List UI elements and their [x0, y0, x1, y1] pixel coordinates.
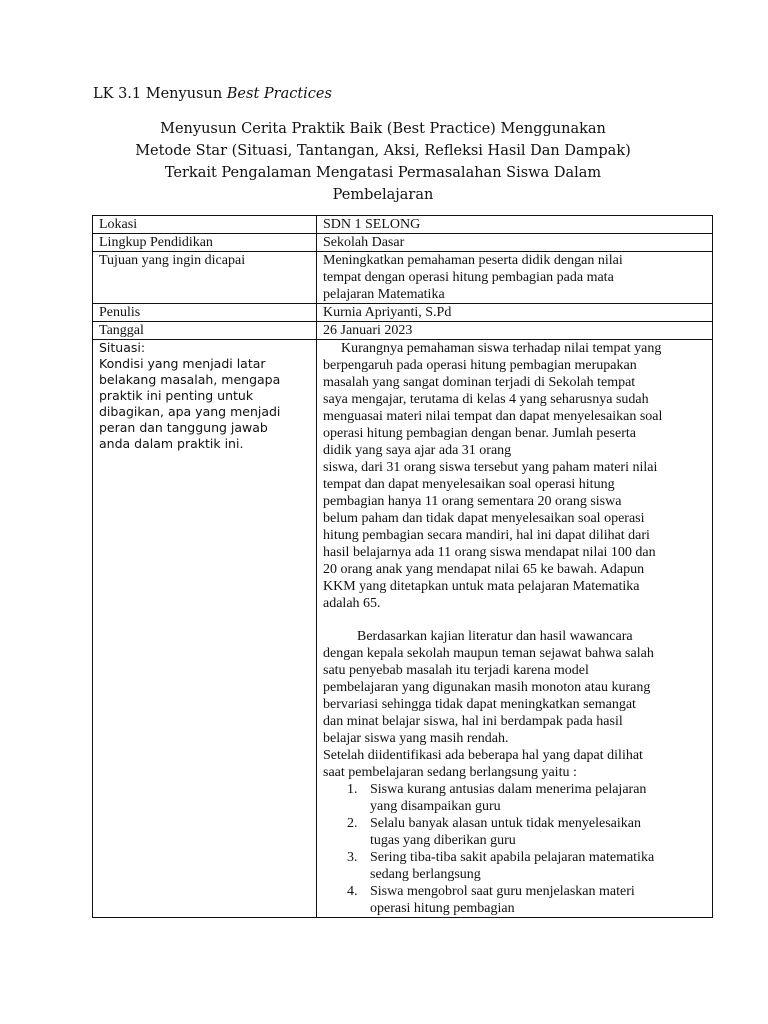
list-item-line: Siswa kurang antusias dalam menerima pelajaran [370, 782, 647, 797]
worksheet-heading-prefix: LK 3.1 Menyusun [93, 86, 227, 102]
list-item-line: Sering tiba-tiba sakit apabila pelajaran matematika [370, 850, 655, 865]
row-tujuan [93, 252, 713, 304]
row-lokasi [93, 216, 713, 234]
paragraph-line: belajar siswa yang masih rendah. [323, 731, 509, 746]
situasi-content [317, 340, 713, 918]
list-item-line: Selalu banyak alasan untuk tidak menyelesaikan [370, 816, 641, 831]
paragraph-line: satu penyebab masalah itu terjadi karena model [323, 663, 589, 678]
tujuan-line: tempat dengan operasi hitung pembagian pada mata [323, 270, 614, 285]
document-title [95, 118, 671, 206]
paragraph-line: dengan kepala sekolah maupun teman sejawat bahwa salah [323, 646, 654, 661]
list-item-line: operasi hitung pembagian [370, 901, 515, 916]
paragraph-spacer [323, 612, 706, 628]
worksheet-heading [93, 86, 332, 102]
paragraph-line: operasi hitung pembagian dengan benar. Jumlah peserta [323, 426, 636, 441]
title-line: Metode Star (Situasi, Tantangan, Aksi, Refleksi Hasil Dan Dampak) [135, 143, 631, 159]
tujuan-line: Meningkatkan pemahaman peserta didik dengan nilai [323, 253, 623, 268]
lokasi-label: Lokasi [93, 216, 317, 234]
paragraph-line: masalah yang sangat dominan terjadi di Sekolah tempat [323, 375, 636, 390]
worksheet-heading-emphasis: Best Practices [226, 86, 332, 102]
lokasi-value: SDN 1 SELONG [317, 216, 713, 234]
list-item-line: Siswa mengobrol saat guru menjelaskan materi [370, 884, 635, 899]
lingkup-label: Lingkup Pendidikan [93, 234, 317, 252]
paragraph-line: Kurangnya pemahaman siswa terhadap nilai tempat yang [341, 341, 662, 356]
paragraph-line: belum paham dan tidak dapat menyelesaikan soal operasi [323, 511, 645, 526]
list-item-number: 1. [347, 782, 358, 797]
paragraph-line: saya mengajar, terutama di kelas 4 yang seharusnya sudah [323, 392, 649, 407]
best-practice-table [92, 215, 713, 918]
paragraph-line: saat pembelajaran sedang berlangsung yaitu : [323, 765, 577, 780]
tujuan-line: pelajaran Matematika [323, 287, 445, 302]
paragraph-line: berpengaruh pada operasi hitung pembagian merupakan [323, 358, 637, 373]
paragraph-line: pembagian hanya 11 orang sementara 20 orang siswa [323, 494, 622, 509]
problem-list [323, 781, 706, 917]
paragraph-line: adalah 65. [323, 596, 381, 611]
penulis-value: Kurnia Apriyanti, S.Pd [317, 304, 713, 322]
paragraph-line: bervariasi sehingga tidak dapat meningkatkan semangat [323, 697, 636, 712]
paragraph-line: Berdasarkan kajian literatur dan hasil wawancara [357, 629, 633, 644]
row-lingkup [93, 234, 713, 252]
list-item-number: 4. [347, 884, 358, 899]
tujuan-label: Tujuan yang ingin dicapai [93, 252, 317, 304]
list-item-number: 2. [347, 816, 358, 831]
list-item [323, 883, 706, 917]
situasi-description-line: dibagikan, apa yang menjadi [99, 404, 281, 419]
list-item [323, 781, 706, 815]
list-item-line: tugas yang diberikan guru [370, 833, 516, 848]
title-line: Terkait Pengalaman Mengatasi Permasalahan Siswa Dalam [164, 165, 602, 181]
situasi-description [99, 356, 310, 452]
row-situasi [93, 340, 713, 918]
situasi-description-line: belakang masalah, mengapa [99, 372, 281, 387]
row-penulis [93, 304, 713, 322]
situasi-description-line: peran dan tanggung jawab [99, 420, 268, 435]
title-line: Menyusun Cerita Praktik Baik (Best Practice) Menggunakan [160, 121, 606, 137]
paragraph-line: siswa, dari 31 orang siswa tersebut yang paham materi nilai [323, 460, 658, 475]
title-line: Pembelajaran [332, 187, 434, 203]
paragraph-line: menguasai materi nilai tempat dan dapat menyelesaikan soal [323, 409, 663, 424]
paragraph-line: tempat dan dapat menyelesaikan soal operasi hitung [323, 477, 615, 492]
paragraph-line: Setelah diidentifikasi ada beberapa hal yang dapat dilihat [323, 748, 643, 763]
situasi-description-line: praktik ini penting untuk [99, 388, 254, 403]
situasi-description-line: anda dalam praktik ini. [99, 436, 244, 451]
paragraph-line: 20 orang anak yang mendapat nilai 65 ke bawah. Adapun [323, 562, 645, 577]
paragraph-line: didik yang saya ajar ada 31 orang [323, 443, 512, 458]
list-item [323, 849, 706, 883]
paragraph-line: pembelajaran yang digunakan masih monoton atau kurang [323, 680, 651, 695]
situasi-description-line: Kondisi yang menjadi latar [99, 356, 266, 371]
paragraph-line: KKM yang ditetapkan untuk mata pelajaran Matematika [323, 579, 640, 594]
list-item [323, 815, 706, 849]
situasi-paragraph-2 [323, 628, 706, 747]
paragraph-line: hasil belajarnya ada 11 orang siswa mendapat nilai 100 dan [323, 545, 656, 560]
lingkup-value: Sekolah Dasar [317, 234, 713, 252]
situasi-label: Situasi: [99, 340, 146, 355]
tanggal-value: 26 Januari 2023 [317, 322, 713, 340]
list-item-line: sedang berlangsung [370, 867, 481, 882]
tanggal-label: Tanggal [93, 322, 317, 340]
list-item-line: yang disampaikan guru [370, 799, 501, 814]
list-item-number: 3. [347, 850, 358, 865]
situasi-paragraph-1 [323, 340, 706, 612]
row-tanggal [93, 322, 713, 340]
situasi-paragraph-3 [323, 747, 706, 781]
penulis-label: Penulis [93, 304, 317, 322]
tujuan-value [317, 252, 713, 304]
situasi-label-cell [93, 340, 317, 918]
paragraph-line: hitung pembagian secara mandiri, hal ini dapat dilihat dari [323, 528, 650, 543]
paragraph-line: dan minat belajar siswa, hal ini berdampak pada hasil [323, 714, 623, 729]
